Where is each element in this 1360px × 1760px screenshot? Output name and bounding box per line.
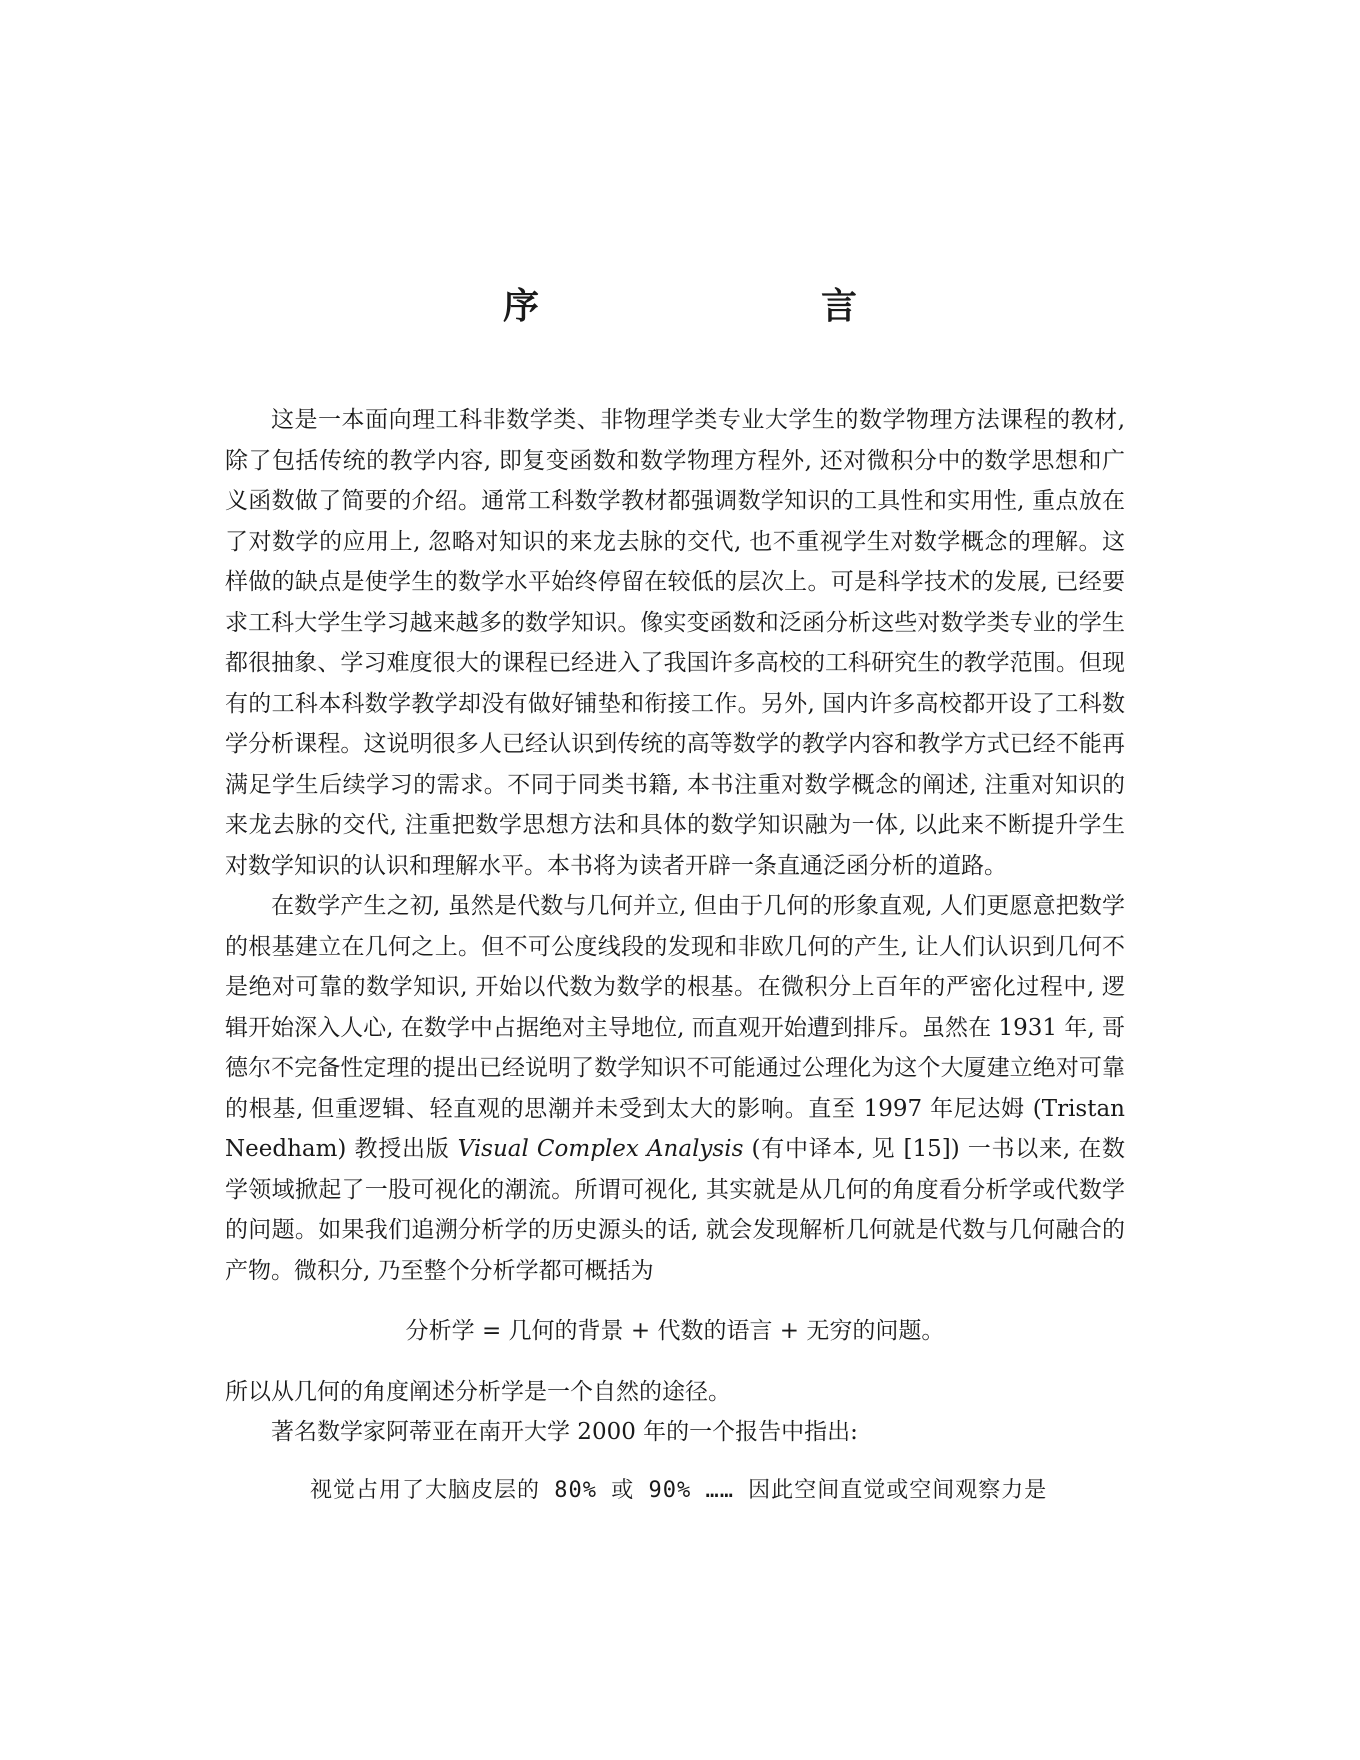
paragraph-2-text-b: (有中译本, 见 [15]) 一书以来, 在数学领域掀起了一股可视化的潮流。所谓可视化, 其实就是从几何的角度看分析学或代数学的问题。如果我们追溯分析学的历史源头的话, 就会发现解析几何就是代数与几何融合的产物。微积分, 乃至整个分析学都可概括为 (225, 1136, 1125, 1284)
paragraph-1: 这是一本面向理工科非数学类、非物理学类专业大学生的数学物理方法课程的教材, 除了包括传统的教学内容, 即复变函数和数学物理方程外, 还对微积分中的数学思想和广义函数做了简要的介绍。通常工科数学教材都强调数学知识的工具性和实用性, 重点放在了对数学的应用上, 忽略对知识的来龙去脉的交代, 也不重视学生对数学概念的理解。这样做的缺点是使学生的数学水平始终停留在较低的层次上。可是科学技术的发展, 已经要求工科大学生学习越来越多的数学知识。像实变函数和泛函分析这些对数学类专业的学生都很抽象、学习难度很大的课程已经进入了我国许多高校的工科研究生的教学范围。但现有的工科本科数学教学却没有做好铺垫和衔接工作。另外, 国内许多高校都开设了工科数学分析课程。这说明很多人已经认识到传统的高等数学的教学内容和教学方式已经不能再满足学生后续学习的需求。不同于同类书籍, 本书注重对数学概念的阐述, 注重对知识的来龙去脉的交代, 注重把数学思想方法和具体的数学知识融为一体, 以此来不断提升学生对数学知识的认识和理解水平。本书将为读者开辟一条直通泛函分析的道路。 (225, 407, 1125, 879)
preface-body (225, 400, 1125, 1511)
book-title: Visual Complex Analysis (457, 1136, 744, 1162)
paragraph-4: 著名数学家阿蒂亚在南开大学 2000 年的一个报告中指出: (271, 1419, 858, 1445)
paragraph-3: 所以从几何的角度阐述分析学是一个自然的途径。 (225, 1378, 731, 1405)
quote: 视觉占用了大脑皮层的 80% 或 90% …… 因此空间直觉或空间观察力是 (310, 1477, 1048, 1503)
paragraph-2-text-a: 在数学产生之初, 虽然是代数与几何并立, 但由于几何的形象直观, 人们更愿意把数学的根基建立在几何之上。但不可公度线段的发现和非欧几何的产生, 让人们认识到几何不是绝对可靠的数学知识, 开始以代数为数学的根基。在微积分上百年的严密化过程中, 逻辑开始深入人心, 在数学中占据绝对主导地位, 而直观开始遭到排斥。虽然在 1931 年, 哥德尔不完备性定理的提出已经说明了数学知识不可能通过公理化为这个大厦建立绝对可靠的根基, 但重逻辑、轻直观的思潮并未受到太大的影响。直至 1997 年尼达姆 (Tristan Needham) 教授出版 (225, 893, 1125, 1162)
page-title: 序 言 (502, 286, 927, 327)
formula: 分析学 = 几何的背景 + 代数的语言 + 无穷的问题。 (405, 1318, 945, 1344)
paragraph-2 (225, 886, 1125, 1291)
